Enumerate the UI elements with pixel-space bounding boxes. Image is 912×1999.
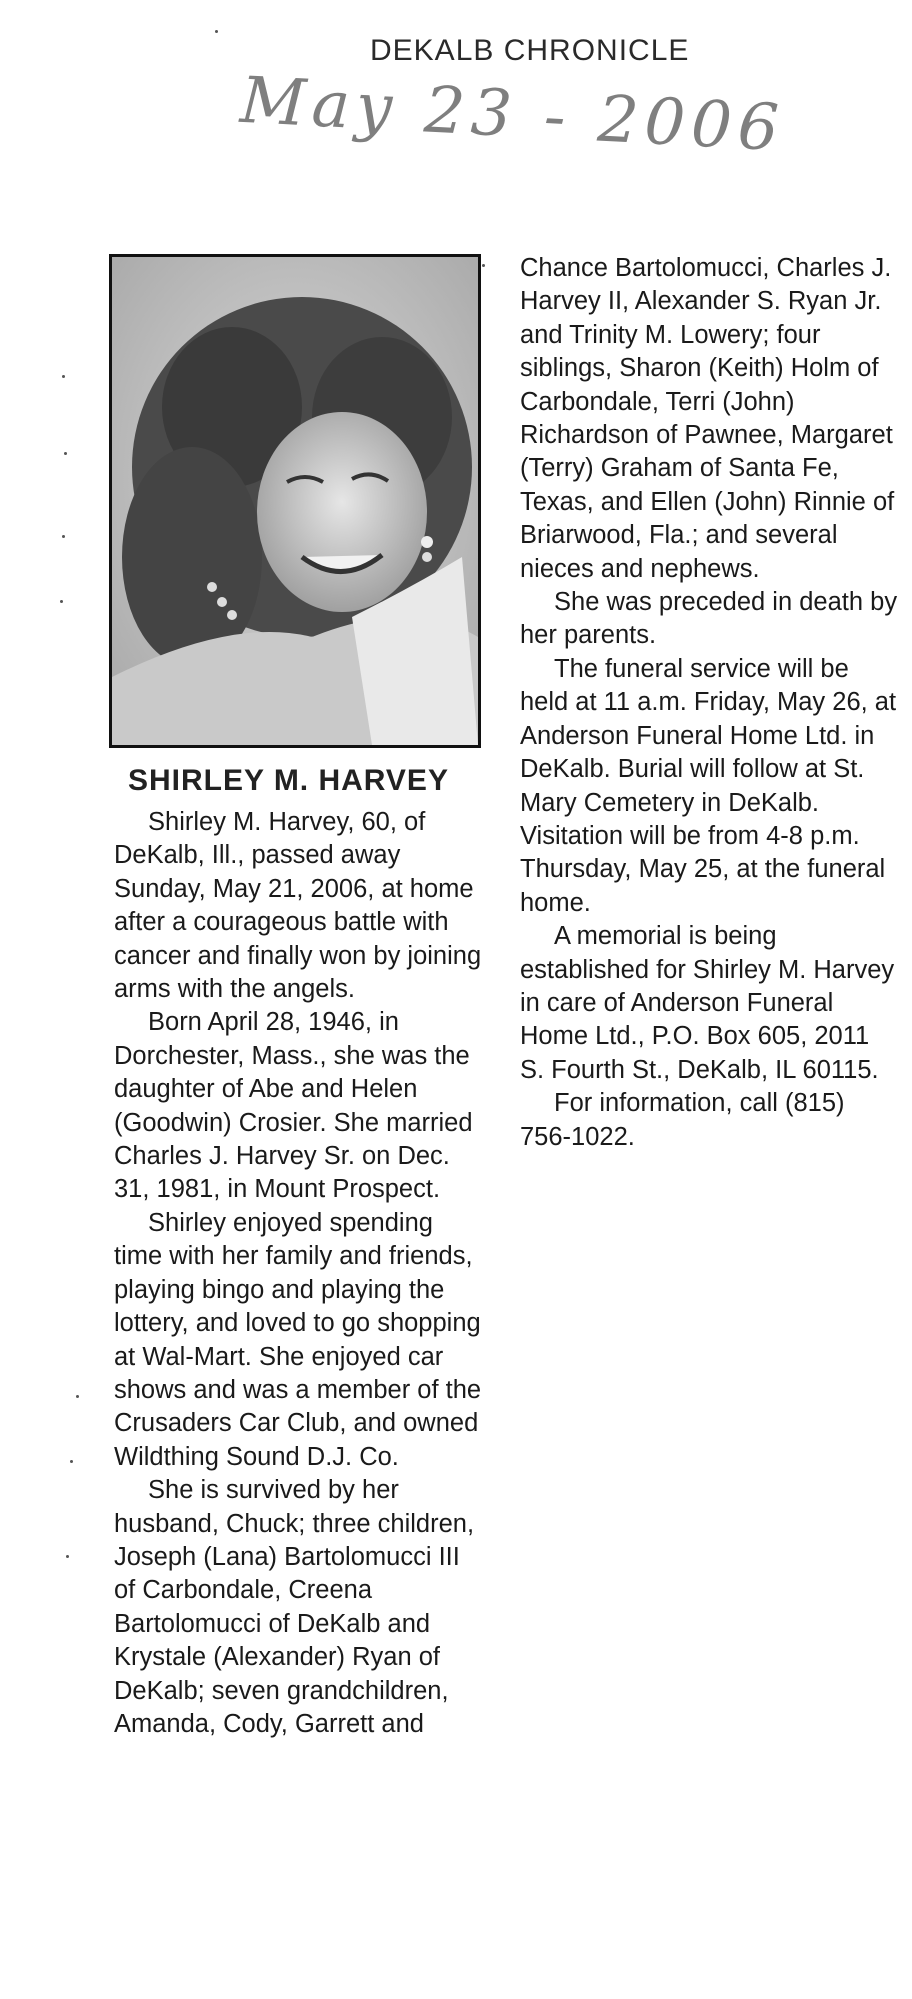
scan-speck xyxy=(64,452,67,455)
obituary-paragraph: She is survived by her husband, Chuck; three children, Joseph (Lana) Bartolomucci III of Carbondale, Creena Bartolomucci of DeKalb and Krystale (Alexander) Ryan of DeKalb; seven grandchildren, Amanda, Cody, Garrett and xyxy=(114,1476,475,1738)
scan-speck xyxy=(215,30,218,33)
scan-speck xyxy=(70,1460,73,1463)
handwritten-date: May 23 - 2006 xyxy=(238,63,787,167)
newspaper-masthead: DEKALB CHRONICLE xyxy=(370,34,690,67)
obituary-paragraph: Shirley enjoyed spending time with her family and friends, playing bingo and playing the lottery, and loved to go shopping at Wal-Mart. She enjoyed car shows and was a member of the Crusaders Car Club, and owned Wildthing Sound D.J. Co. xyxy=(114,1208,482,1471)
portrait-image xyxy=(112,257,478,745)
obituary-paragraph: The funeral service will be held at 11 a.m. Friday, May 26, at Anderson Funeral Home Ltd. in DeKalb. Burial will follow at St. Mary Cemetery in DeKalb. Visitation will be from 4-8 p.m. Thursday, May 25, at the funeral home. xyxy=(520,654,897,917)
obituary-left-column xyxy=(114,806,486,1741)
obituary-paragraph: Born April 28, 1946, in Dorchester, Mass., she was the daughter of Abe and Helen (Goodwin) Crosier. She married Charles J. Harvey Sr. on Dec. 31, 1981, in Mount Prospect. xyxy=(114,1008,473,1204)
scan-speck xyxy=(482,264,485,267)
obituary-paragraph-continued: Chance Bartolomucci, Charles J. Harvey II, Alexander S. Ryan Jr. and Trinity M. Lowery; four siblings, Sharon (Keith) Holm of Carbondale, Terri (John) Richardson of Pawnee, Margaret (Terry) Graham of Santa Fe, Texas, and Ellen (John) Rinnie of Briarwood, Fla.; and several nieces and nephews. xyxy=(520,254,895,583)
scan-speck xyxy=(66,1555,69,1558)
obituary-paragraph: She was preceded in death by her parents. xyxy=(520,588,898,650)
obituary-paragraph: For information, call (815) 756-1022. xyxy=(520,1089,845,1151)
scan-speck xyxy=(62,375,65,378)
scan-speck xyxy=(60,600,63,603)
obituary-right-column xyxy=(520,252,900,1154)
portrait-photo xyxy=(109,254,481,748)
scan-speck xyxy=(76,1395,79,1398)
obituary-name-heading: SHIRLEY M. HARVEY xyxy=(128,764,449,797)
scan-speck xyxy=(62,535,65,538)
obituary-paragraph: Shirley M. Harvey, 60, of DeKalb, Ill., passed away Sunday, May 21, 2006, at home after a courageous battle with cancer and finally won by joining arms with the angels. xyxy=(114,808,482,1004)
obituary-paragraph: A memorial is being established for Shirley M. Harvey in care of Anderson Funeral Home Ltd., P.O. Box 605, 2011 S. Fourth St., DeKalb, IL 60115. xyxy=(520,922,895,1084)
